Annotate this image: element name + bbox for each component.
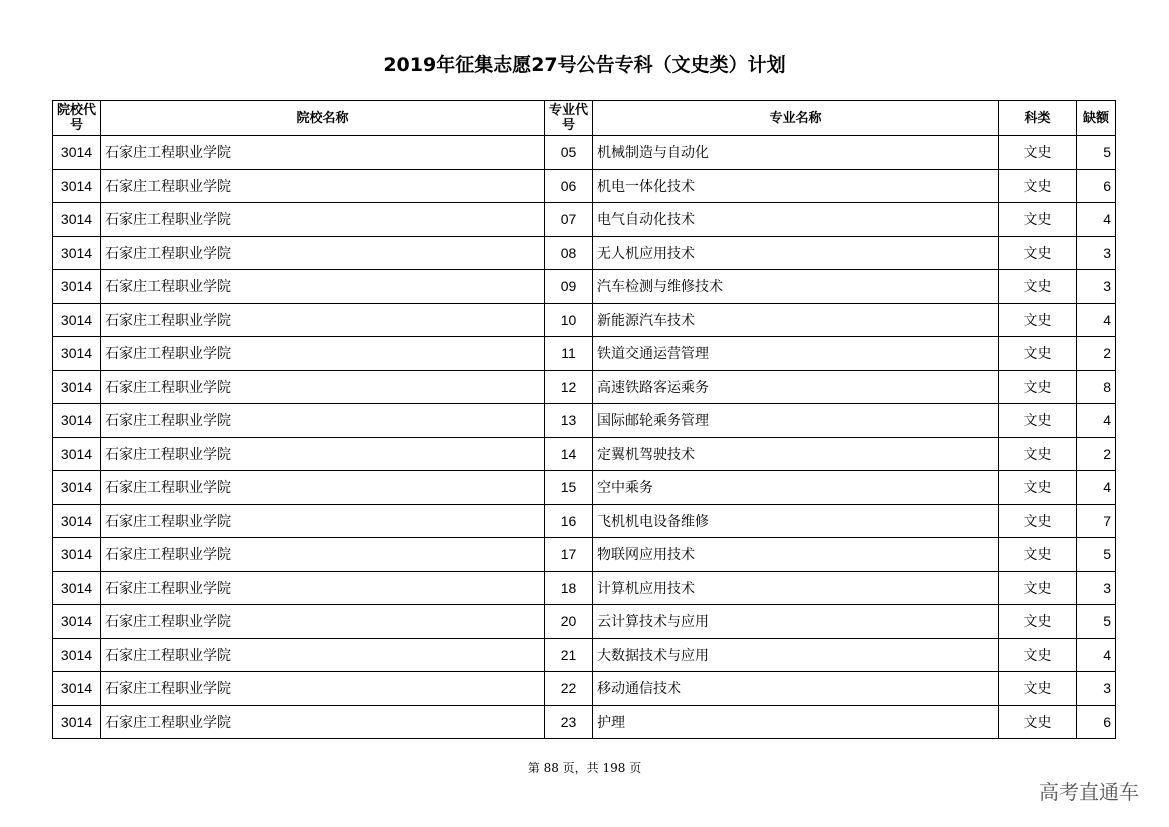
category-cell: 文史	[999, 303, 1077, 337]
category-cell: 文史	[999, 270, 1077, 304]
school-name-cell: 石家庄工程职业学院	[101, 638, 545, 672]
major-code-cell: 07	[545, 203, 593, 237]
major-code-cell: 20	[545, 605, 593, 639]
table-row	[53, 203, 1116, 237]
school-code-cell: 3014	[53, 136, 101, 170]
category-cell: 文史	[999, 337, 1077, 371]
category-cell: 文史	[999, 169, 1077, 203]
major-name-cell: 护理	[593, 705, 999, 739]
major-name-cell: 计算机应用技术	[593, 571, 999, 605]
major-code-cell: 09	[545, 270, 593, 304]
vacancy-cell: 5	[1077, 136, 1116, 170]
table-row	[53, 236, 1116, 270]
major-name-cell: 电气自动化技术	[593, 203, 999, 237]
school-name-cell: 石家庄工程职业学院	[101, 270, 545, 304]
table-row	[53, 169, 1116, 203]
table-row	[53, 538, 1116, 572]
school-name-cell: 石家庄工程职业学院	[101, 404, 545, 438]
major-code-cell: 15	[545, 471, 593, 505]
page-title: 2019年征集志愿27号公告专科（文史类）计划	[383, 54, 786, 76]
school-code-cell: 3014	[53, 236, 101, 270]
school-code-cell: 3014	[53, 571, 101, 605]
major-name-cell: 云计算技术与应用	[593, 605, 999, 639]
major-code-cell: 22	[545, 672, 593, 706]
category-cell: 文史	[999, 203, 1077, 237]
major-code-cell: 18	[545, 571, 593, 605]
major-code-cell: 05	[545, 136, 593, 170]
header-category: 科类	[999, 101, 1077, 136]
school-name-cell: 石家庄工程职业学院	[101, 437, 545, 471]
vacancy-cell: 8	[1077, 370, 1116, 404]
school-code-cell: 3014	[53, 270, 101, 304]
vacancy-cell: 2	[1077, 337, 1116, 371]
table-row	[53, 571, 1116, 605]
major-name-cell: 无人机应用技术	[593, 236, 999, 270]
school-code-cell: 3014	[53, 471, 101, 505]
major-code-cell: 14	[545, 437, 593, 471]
category-cell: 文史	[999, 504, 1077, 538]
table-row	[53, 136, 1116, 170]
category-cell: 文史	[999, 370, 1077, 404]
major-name-cell: 机械制造与自动化	[593, 136, 999, 170]
plan-table	[52, 100, 1116, 739]
school-code-cell: 3014	[53, 169, 101, 203]
major-name-cell: 定翼机驾驶技术	[593, 437, 999, 471]
major-code-cell: 16	[545, 504, 593, 538]
table-row	[53, 370, 1116, 404]
school-code-cell: 3014	[53, 605, 101, 639]
school-code-cell: 3014	[53, 672, 101, 706]
school-name-cell: 石家庄工程职业学院	[101, 504, 545, 538]
category-cell: 文史	[999, 672, 1077, 706]
page-number: 第 88 页，共 198 页	[527, 761, 642, 775]
major-code-cell: 21	[545, 638, 593, 672]
category-cell: 文史	[999, 471, 1077, 505]
major-code-cell: 06	[545, 169, 593, 203]
school-name-cell: 石家庄工程职业学院	[101, 471, 545, 505]
table-row	[53, 437, 1116, 471]
table-row	[53, 638, 1116, 672]
header-vacancy: 缺额	[1077, 101, 1116, 136]
school-name-cell: 石家庄工程职业学院	[101, 236, 545, 270]
major-name-cell: 飞机机电设备维修	[593, 504, 999, 538]
header-major-code: 专业代号	[545, 101, 593, 136]
school-code-cell: 3014	[53, 337, 101, 371]
major-code-cell: 13	[545, 404, 593, 438]
table-row	[53, 605, 1116, 639]
major-name-cell: 机电一体化技术	[593, 169, 999, 203]
table-row	[53, 404, 1116, 438]
school-name-cell: 石家庄工程职业学院	[101, 538, 545, 572]
major-name-cell: 新能源汽车技术	[593, 303, 999, 337]
major-name-cell: 汽车检测与维修技术	[593, 270, 999, 304]
header-school-code: 院校代号	[53, 101, 101, 136]
header-major-name: 专业名称	[593, 101, 999, 136]
category-cell: 文史	[999, 236, 1077, 270]
major-code-cell: 17	[545, 538, 593, 572]
school-code-cell: 3014	[53, 437, 101, 471]
vacancy-cell: 4	[1077, 638, 1116, 672]
category-cell: 文史	[999, 136, 1077, 170]
school-name-cell: 石家庄工程职业学院	[101, 136, 545, 170]
category-cell: 文史	[999, 638, 1077, 672]
table-row	[53, 303, 1116, 337]
school-code-cell: 3014	[53, 705, 101, 739]
table-header-row	[53, 101, 1116, 136]
school-code-cell: 3014	[53, 370, 101, 404]
school-name-cell: 石家庄工程职业学院	[101, 571, 545, 605]
major-name-cell: 移动通信技术	[593, 672, 999, 706]
school-name-cell: 石家庄工程职业学院	[101, 672, 545, 706]
school-code-cell: 3014	[53, 303, 101, 337]
category-cell: 文史	[999, 605, 1077, 639]
school-name-cell: 石家庄工程职业学院	[101, 337, 545, 371]
vacancy-cell: 5	[1077, 538, 1116, 572]
header-school-name: 院校名称	[101, 101, 545, 136]
vacancy-cell: 3	[1077, 672, 1116, 706]
school-name-cell: 石家庄工程职业学院	[101, 303, 545, 337]
school-name-cell: 石家庄工程职业学院	[101, 605, 545, 639]
vacancy-cell: 5	[1077, 605, 1116, 639]
vacancy-cell: 4	[1077, 404, 1116, 438]
vacancy-cell: 3	[1077, 571, 1116, 605]
vacancy-cell: 4	[1077, 203, 1116, 237]
table-row	[53, 337, 1116, 371]
table-row	[53, 672, 1116, 706]
category-cell: 文史	[999, 571, 1077, 605]
category-cell: 文史	[999, 705, 1077, 739]
major-name-cell: 国际邮轮乘务管理	[593, 404, 999, 438]
vacancy-cell: 4	[1077, 471, 1116, 505]
vacancy-cell: 4	[1077, 303, 1116, 337]
major-name-cell: 物联网应用技术	[593, 538, 999, 572]
major-name-cell: 大数据技术与应用	[593, 638, 999, 672]
major-code-cell: 11	[545, 337, 593, 371]
major-name-cell: 空中乘务	[593, 471, 999, 505]
vacancy-cell: 7	[1077, 504, 1116, 538]
major-code-cell: 12	[545, 370, 593, 404]
table-row	[53, 471, 1116, 505]
watermark-logo: 高考直通车	[1039, 780, 1139, 804]
vacancy-cell: 3	[1077, 270, 1116, 304]
school-name-cell: 石家庄工程职业学院	[101, 370, 545, 404]
school-code-cell: 3014	[53, 638, 101, 672]
school-name-cell: 石家庄工程职业学院	[101, 169, 545, 203]
major-code-cell: 10	[545, 303, 593, 337]
school-name-cell: 石家庄工程职业学院	[101, 705, 545, 739]
major-code-cell: 08	[545, 236, 593, 270]
table-row	[53, 705, 1116, 739]
school-code-cell: 3014	[53, 404, 101, 438]
major-name-cell: 高速铁路客运乘务	[593, 370, 999, 404]
vacancy-cell: 3	[1077, 236, 1116, 270]
major-name-cell: 铁道交通运营管理	[593, 337, 999, 371]
vacancy-cell: 6	[1077, 705, 1116, 739]
category-cell: 文史	[999, 538, 1077, 572]
major-code-cell: 23	[545, 705, 593, 739]
table-row	[53, 504, 1116, 538]
school-code-cell: 3014	[53, 203, 101, 237]
school-code-cell: 3014	[53, 504, 101, 538]
school-code-cell: 3014	[53, 538, 101, 572]
vacancy-cell: 6	[1077, 169, 1116, 203]
vacancy-cell: 2	[1077, 437, 1116, 471]
category-cell: 文史	[999, 404, 1077, 438]
school-name-cell: 石家庄工程职业学院	[101, 203, 545, 237]
table-row	[53, 270, 1116, 304]
category-cell: 文史	[999, 437, 1077, 471]
